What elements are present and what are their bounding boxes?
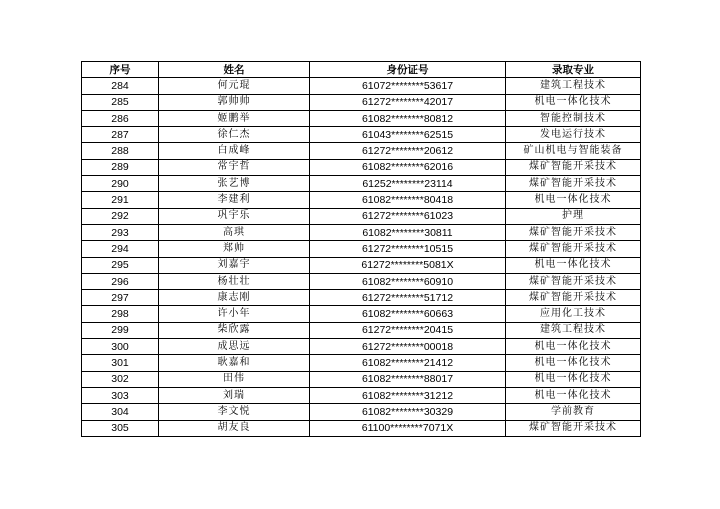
row-name: 李文悦: [159, 404, 310, 420]
row-major: 机电一体化技术: [506, 339, 641, 355]
row-seq: 297: [82, 290, 159, 306]
row-major: 智能控制技术: [506, 110, 641, 126]
row-name: 刘瑞: [159, 387, 310, 403]
row-major: 机电一体化技术: [506, 355, 641, 371]
row-seq: 293: [82, 224, 159, 240]
row-seq: 301: [82, 355, 159, 371]
roster-body: [82, 78, 641, 437]
row-id-number: 61272********10515: [310, 241, 506, 257]
row-name: 成思远: [159, 339, 310, 355]
row-seq: 298: [82, 306, 159, 322]
row-id-number: 61272********51712: [310, 290, 506, 306]
row-id-number: 61252********23114: [310, 176, 506, 192]
row-major: 煤矿智能开采技术: [506, 420, 641, 436]
row-seq: 304: [82, 404, 159, 420]
row-id-number: 61082********80418: [310, 192, 506, 208]
row-seq: 295: [82, 257, 159, 273]
row-seq: 288: [82, 143, 159, 159]
row-name: 徐仁杰: [159, 127, 310, 143]
row-id-number: 61082********30329: [310, 404, 506, 420]
row-id-number: 61272********20415: [310, 322, 506, 338]
row-seq: 290: [82, 176, 159, 192]
row-major: 建筑工程技术: [506, 78, 641, 94]
row-major: 机电一体化技术: [506, 371, 641, 387]
row-id-number: 61082********21412: [310, 355, 506, 371]
row-major: 煤矿智能开采技术: [506, 241, 641, 257]
row-seq: 291: [82, 192, 159, 208]
row-name: 姬鹏举: [159, 110, 310, 126]
row-major: 建筑工程技术: [506, 322, 641, 338]
row-seq: 286: [82, 110, 159, 126]
row-id-number: 61272********5081X: [310, 257, 506, 273]
table-row: [82, 241, 641, 257]
table-row: [82, 273, 641, 289]
row-major: 发电运行技术: [506, 127, 641, 143]
row-id-number: 61272********00018: [310, 339, 506, 355]
table-row: [82, 94, 641, 110]
row-seq: 284: [82, 78, 159, 94]
row-name: 胡友良: [159, 420, 310, 436]
row-id-number: 61043********62515: [310, 127, 506, 143]
row-major: 煤矿智能开采技术: [506, 224, 641, 240]
row-seq: 303: [82, 387, 159, 403]
row-major: 煤矿智能开采技术: [506, 159, 641, 175]
row-name: 李建利: [159, 192, 310, 208]
row-id-number: 61072********53617: [310, 78, 506, 94]
row-id-number: 61100********7071X: [310, 420, 506, 436]
row-major: 机电一体化技术: [506, 192, 641, 208]
row-id-number: 61272********20612: [310, 143, 506, 159]
row-major: 机电一体化技术: [506, 387, 641, 403]
header-major: 录取专业: [506, 62, 641, 78]
row-major: 应用化工技术: [506, 306, 641, 322]
table-row: [82, 371, 641, 387]
row-seq: 299: [82, 322, 159, 338]
table-row: [82, 127, 641, 143]
row-major: 学前教育: [506, 404, 641, 420]
row-name: 郑帅: [159, 241, 310, 257]
row-name: 白成峰: [159, 143, 310, 159]
row-seq: 302: [82, 371, 159, 387]
row-id-number: 61082********60910: [310, 273, 506, 289]
row-name: 耿嘉和: [159, 355, 310, 371]
row-seq: 285: [82, 94, 159, 110]
row-id-number: 61272********61023: [310, 208, 506, 224]
table-row: [82, 159, 641, 175]
admission-roster-table: [81, 61, 641, 437]
table-row: [82, 420, 641, 436]
table-row: [82, 78, 641, 94]
table-row: [82, 110, 641, 126]
row-name: 柴欣露: [159, 322, 310, 338]
table-row: [82, 339, 641, 355]
header-id-number: 身份证号: [310, 62, 506, 78]
table-row: [82, 257, 641, 273]
table-row: [82, 208, 641, 224]
row-id-number: 61082********60663: [310, 306, 506, 322]
table-row: [82, 355, 641, 371]
row-major: 机电一体化技术: [506, 257, 641, 273]
row-seq: 296: [82, 273, 159, 289]
table-row: [82, 192, 641, 208]
row-id-number: 61272********42017: [310, 94, 506, 110]
row-id-number: 61082********31212: [310, 387, 506, 403]
row-name: 张艺博: [159, 176, 310, 192]
row-name: 巩宇乐: [159, 208, 310, 224]
row-name: 许小年: [159, 306, 310, 322]
row-name: 高琪: [159, 224, 310, 240]
row-seq: 292: [82, 208, 159, 224]
row-name: 刘嘉宇: [159, 257, 310, 273]
row-seq: 287: [82, 127, 159, 143]
row-id-number: 61082********80812: [310, 110, 506, 126]
table-row: [82, 290, 641, 306]
table-row: [82, 322, 641, 338]
row-name: 康志刚: [159, 290, 310, 306]
row-seq: 300: [82, 339, 159, 355]
row-major: 矿山机电与智能装备: [506, 143, 641, 159]
table-row: [82, 404, 641, 420]
table-row: [82, 176, 641, 192]
row-name: 杨壮壮: [159, 273, 310, 289]
row-id-number: 61082********62016: [310, 159, 506, 175]
row-id-number: 61082********30811: [310, 224, 506, 240]
header-name: 姓名: [159, 62, 310, 78]
table-row: [82, 306, 641, 322]
row-major: 护理: [506, 208, 641, 224]
table-row: [82, 387, 641, 403]
row-name: 田伟: [159, 371, 310, 387]
row-seq: 305: [82, 420, 159, 436]
row-major: 煤矿智能开采技术: [506, 290, 641, 306]
row-major: 煤矿智能开采技术: [506, 273, 641, 289]
row-name: 何元琨: [159, 78, 310, 94]
row-major: 煤矿智能开采技术: [506, 176, 641, 192]
header-row: [82, 62, 641, 78]
row-seq: 294: [82, 241, 159, 257]
row-major: 机电一体化技术: [506, 94, 641, 110]
table-row: [82, 224, 641, 240]
table-row: [82, 143, 641, 159]
row-name: 常宇哲: [159, 159, 310, 175]
row-id-number: 61082********88017: [310, 371, 506, 387]
header-seq: 序号: [82, 62, 159, 78]
row-name: 郭帅帅: [159, 94, 310, 110]
row-seq: 289: [82, 159, 159, 175]
